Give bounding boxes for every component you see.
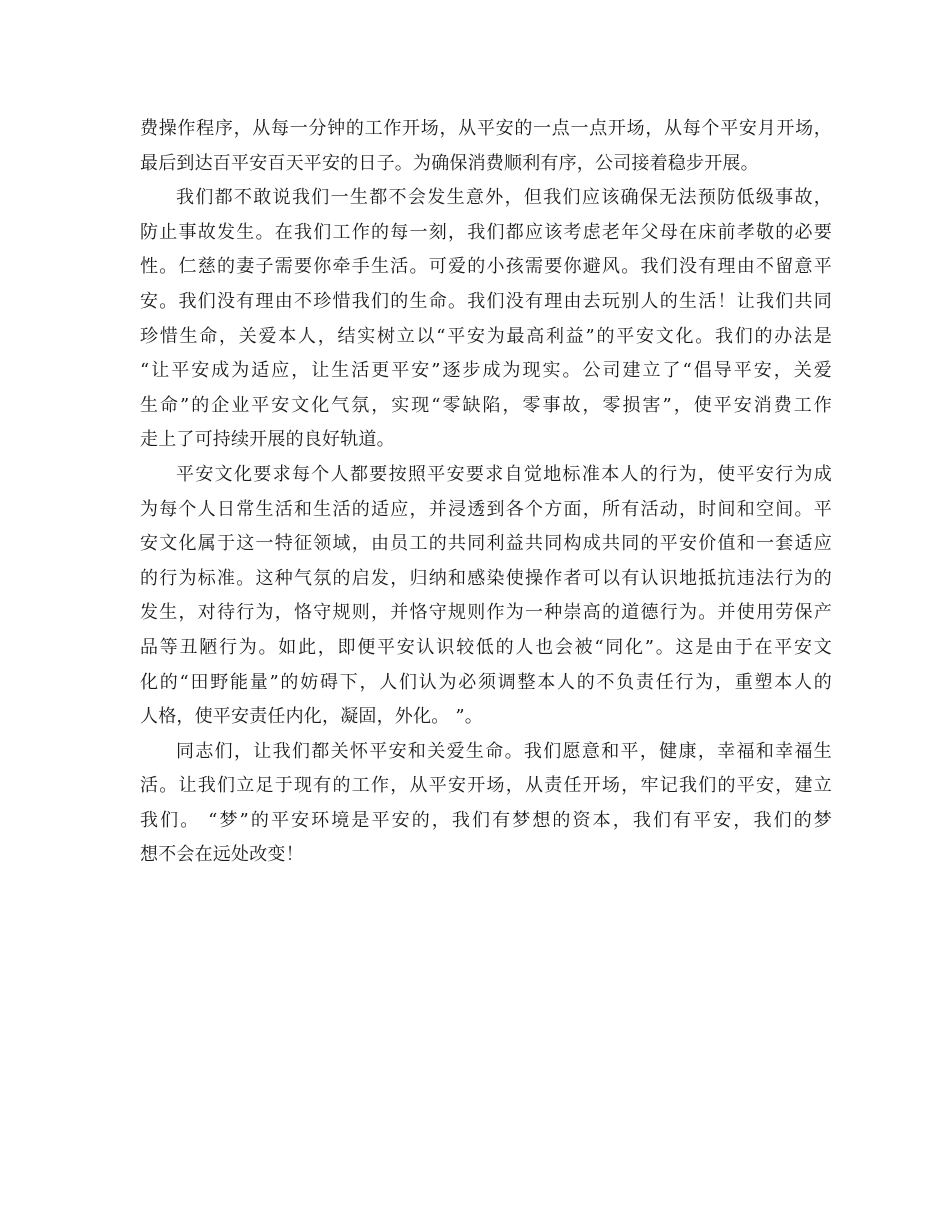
paragraph-line: 平安文化要求每个人都要按照平安要求自觉地标准本人的行为，使平安行为成 (176, 463, 832, 485)
paragraph-line: 人格，使平安责任内化，凝固，外化。 ”。 (140, 706, 483, 728)
paragraph-3 (140, 458, 832, 735)
paragraph-line: 化的“田野能量”的妨碍下，人们认为必须调整本人的不负责任行为，重塑本人的 (140, 671, 832, 693)
paragraph-line: 安。我们没有理由不珍惜我们的生命。我们没有理由去玩别人的生活！让我们共同 (140, 290, 832, 312)
paragraph-line: 防止事故发生。在我们工作的每一刻，我们都应该考虑老年父母在床前孝敬的必要 (140, 221, 832, 243)
paragraph-line: 发生，对待行为，恪守规则，并恪守规则作为一种崇高的道德行为。并使用劳保产 (140, 602, 832, 624)
paragraph-line: 最后到达百平安百天平安的日子。为确保消费顺利有序，公司接着稳步开展。 (140, 152, 759, 174)
paragraph-line: 活。让我们立足于现有的工作，从平安开场，从责任开场，牢记我们的平安，建立 (140, 775, 832, 797)
paragraph-line: 费操作程序，从每一分钟的工作开场，从平安的一点一点开场，从每个平安月开场， (140, 118, 832, 139)
document-body (140, 112, 832, 873)
paragraph-4 (140, 735, 832, 873)
paragraph-line: 珍惜生命，关爱本人，结实树立以“平安为最高利益”的平安文化。我们的办法是 (140, 325, 832, 347)
paragraph-line: 走上了可持续开展的良好轨道。 (140, 429, 395, 451)
paragraph-line: 的行为标准。这种气氛的启发，归纳和感染使操作者可以有认识地抵抗违法行为的 (140, 567, 832, 589)
paragraph-line: 想不会在远处改变！ (140, 844, 304, 866)
paragraph-line: 性。仁慈的妻子需要你牵手生活。可爱的小孩需要你避风。我们没有理由不留意平 (140, 256, 832, 278)
paragraph-2 (140, 181, 832, 458)
paragraph-line: 我们。 “梦”的平安环境是平安的，我们有梦想的资本，我们有平安，我们的梦 (140, 809, 832, 831)
paragraph-line: 我们都不敢说我们一生都不会发生意外，但我们应该确保无法预防低级事故， (176, 187, 832, 209)
paragraph-1 (140, 112, 832, 181)
paragraph-line: 安文化属于这一特征领域，由员工的共同利益共同构成共同的平安价值和一套适应 (140, 533, 832, 555)
paragraph-line: 品等丑陋行为。如此，即便平安认识较低的人也会被“同化”。这是由于在平安文 (140, 636, 832, 658)
paragraph-line: 为每个人日常生活和生活的适应，并浸透到各个方面，所有活动，时间和空间。平 (140, 498, 832, 520)
paragraph-line: “让平安成为适应，让生活更平安”逐步成为现实。公司建立了“倡导平安，关爱 (140, 360, 832, 382)
paragraph-line: 同志们，让我们都关怀平安和关爱生命。我们愿意和平，健康，幸福和幸福生 (176, 740, 832, 762)
paragraph-line: 生命”的企业平安文化气氛，实现“零缺陷，零事故，零损害”，使平安消费工作 (140, 394, 832, 416)
